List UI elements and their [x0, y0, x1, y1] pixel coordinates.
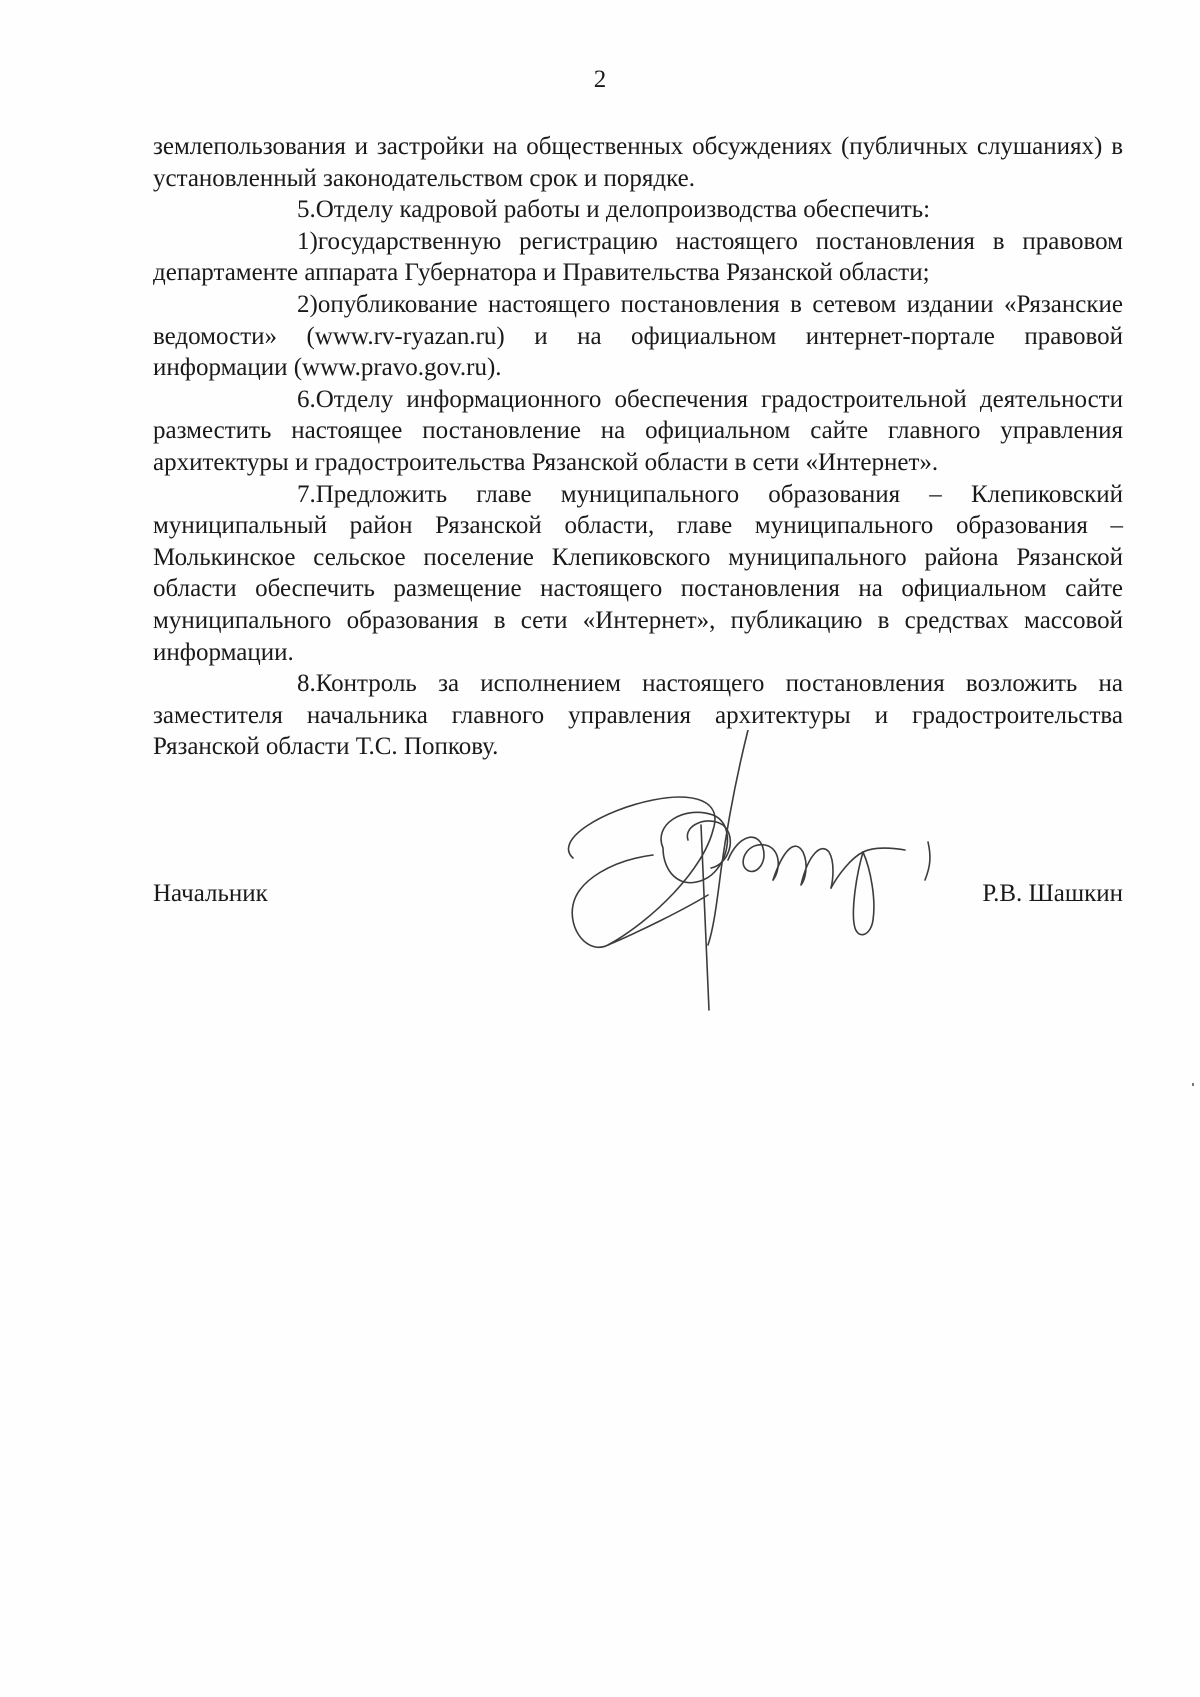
paragraph-5 — [153, 194, 1123, 226]
paragraph-5-text: Отделу кадровой работы и делопроизводства обеспечить: — [315, 196, 931, 224]
paragraph-5-number: 5. — [297, 196, 316, 224]
paragraph-5-2-number: 2) — [297, 290, 318, 318]
paragraph-5-2 — [153, 289, 1123, 384]
paragraph-7 — [153, 479, 1123, 669]
paragraph-8-number: 8. — [297, 670, 316, 698]
paragraph-7-number: 7. — [297, 480, 316, 508]
signer-title: Начальник — [153, 880, 268, 907]
handwritten-signature — [533, 730, 953, 1030]
paragraph-5-1 — [153, 226, 1123, 289]
paragraph-7-text: Предложить главе муниципального образования – Клепиковский муниципальный район Рязанской области, главе муниципального образования – Молькинское сельское поселение Клепиковского муниципального района Рязанской области обеспечить размещение настоящего постановления на официальном сайте муниципального образования в сети «Интернет», публикацию в средствах массовой информации. — [153, 480, 1123, 666]
paragraph-5-2-text: опубликование настоящего постановления в сетевом издании «Рязанские ведомости» (www.rv-ryazan.ru) и на официальном интернет-портале правовой информации (www.pravo.gov.ru). — [153, 290, 1123, 382]
signer-name: Р.В. Шашкин — [982, 880, 1123, 907]
document-body — [153, 131, 1123, 763]
paragraph-6-number: 6. — [297, 385, 316, 413]
paragraph-8-text: Контроль за исполнением настоящего постановления возложить на заместителя начальника главного управления архитектуры и градостроительства Рязанской области Т.С. Попкову. — [153, 670, 1123, 761]
page-number: 2 — [593, 66, 607, 93]
signature-block — [153, 880, 1123, 1040]
paragraph-5-1-number: 1) — [297, 227, 318, 255]
paragraph-continuation: землепользования и застройки на общественных обсуждениях (публичных слушаниях) в установленный законодательством срок и порядке. — [153, 133, 1123, 192]
paragraph-5-1-text: государственную регистрацию настоящего постановления в правовом департаменте аппарата Губернатора и Правительства Рязанской области; — [153, 227, 1123, 287]
paragraph-6 — [153, 384, 1123, 479]
paragraph-6-text: Отделу информационного обеспечения градостроительной деятельности разместить настоящее постановление на официальном сайте главного управления архитектуры и градостроительства Рязанской области в сети «Интернет». — [153, 385, 1123, 476]
scan-artifact — [1192, 1083, 1194, 1086]
